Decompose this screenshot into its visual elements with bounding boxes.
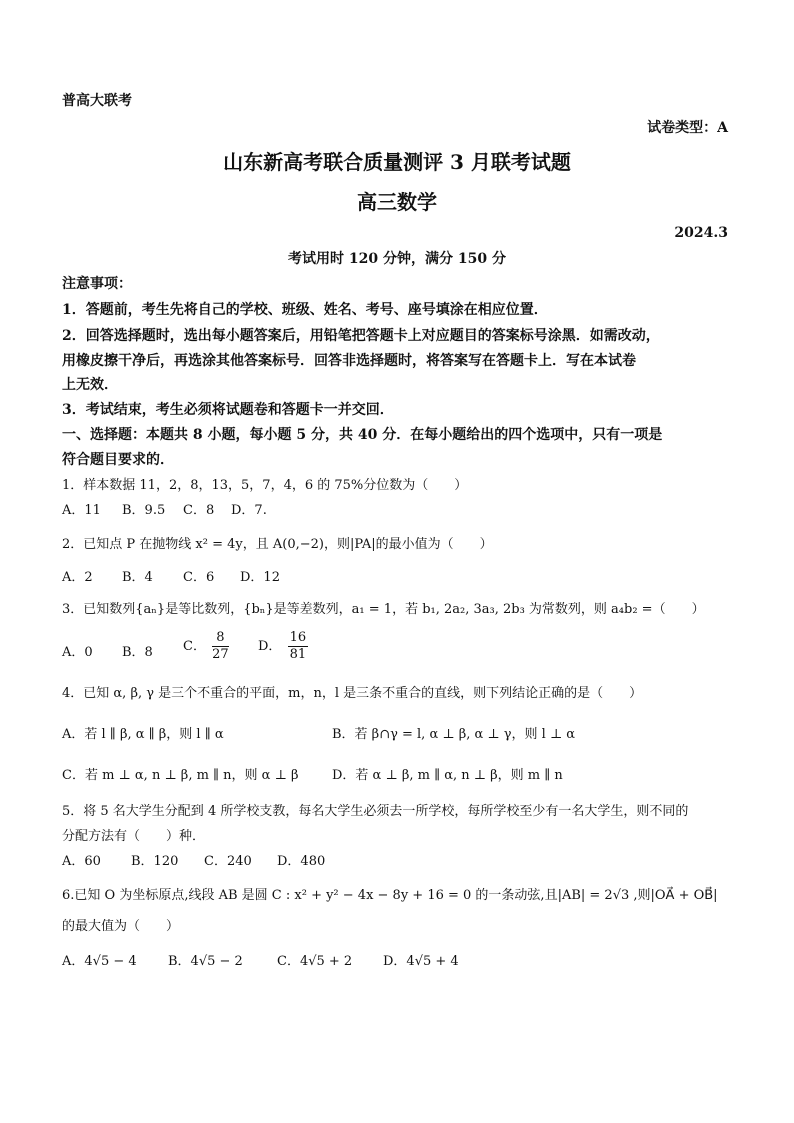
q6-option-b: B．4√5 − 2 [168,954,243,969]
q2-option-a: A．2 [62,570,93,585]
section-heading-cont: 符合题目要求的． [62,452,174,468]
q4-option-b: B．若 β∩γ = l, α ⊥ β, α ⊥ γ，则 l ⊥ α [332,727,576,742]
question-5-stem-cont: 分配方法有（ ）种． [62,829,206,844]
question-2-stem: 2．已知点 P 在抛物线 x² = 4y，且 A(0,−2)，则|PA|的最小值为（ ） [62,537,493,552]
q3-option-d [258,630,310,663]
exam-info: 考试用时 120 分钟，满分 150 分 [288,251,506,267]
q4-option-c: C．若 m ⊥ α, n ⊥ β, m ∥ n，则 α ⊥ β [62,768,299,783]
note-item: 上无效． [62,377,118,393]
numerator: 8 [212,630,229,647]
q2-option-d: D．12 [240,570,280,585]
paper-type: 试卷类型：A [647,120,728,136]
q6-option-c: C．4√5 + 2 [277,954,353,969]
question-5-stem: 5．将 5 名大学生分配到 4 所学校支教，每名大学生必须去一所学校，每所学校至少有一名大学生，则不同的 [62,804,689,819]
fraction [288,630,309,663]
q5-option-a: A．60 [62,854,101,869]
question-3-stem: 3．已知数列{aₙ}是等比数列，{bₙ}是等差数列，a₁ = 1，若 b₁, 2a₂, 3a₃, 2b₃ 为常数列，则 a₄b₂ =（ ） [62,602,705,617]
option-letter: D． [258,639,282,654]
question-6-stem: 6.已知 O 为坐标原点,线段 AB 是圆 C : x² + y² − 4x − 8y + 16 = 0 的一条动弦,且|AB| = 2√3 ,则|OA⃗ + OB⃗| [62,888,718,903]
subject-title: 高三数学 [357,190,437,214]
page-title: 山东新高考联合质量测评 3 月联考试题 [223,150,571,174]
denominator: 27 [212,647,229,662]
note-item: 3．考试结束，考生必须将试题卷和答题卡一并交回． [62,402,394,418]
q5-option-d: D．480 [277,854,326,869]
note-item: 1．答题前，考生先将自己的学校、班级、姓名、考号、座号填涂在相应位置． [62,302,548,318]
q1-option-a: A．11 [62,503,101,518]
q5-option-c: C．240 [204,854,252,869]
q3-option-b: B．8 [122,645,153,660]
question-1-stem: 1．样本数据 11，2，8，13，5，7，4，6 的 75%分位数为（ ） [62,478,468,493]
option-letter: C． [183,639,206,654]
q4-option-a: A．若 l ∥ β, α ∥ β，则 l ∥ α [62,727,224,742]
q2-option-c: C．6 [183,570,215,585]
section-heading: 一、选择题：本题共 8 小题，每小题 5 分，共 40 分．在每小题给出的四个选项中，只有一项是 [62,427,663,443]
q4-option-d: D．若 α ⊥ β, m ∥ α, n ⊥ β，则 m ∥ n [332,768,563,783]
numerator: 16 [289,630,307,645]
exam-date: 2024.3 [674,225,728,241]
q6-option-d: D．4√5 + 4 [383,954,459,969]
fraction [212,630,229,663]
note-item: 2．回答选择题时，选出每小题答案后，用铅笔把答题卡上对应题目的答案标号涂黑．如需改动， [62,328,660,344]
denominator: 81 [289,647,307,662]
q6-option-a: A．4√5 − 4 [62,954,137,969]
org-name: 普高大联考 [62,93,132,109]
q2-option-b: B．4 [122,570,153,585]
q1-option-b: B．9.5 [122,503,166,518]
q1-option-d: D．7. [231,503,267,518]
question-6-stem-cont: 的最大值为（ ） [62,919,180,934]
question-4-stem: 4．已知 α, β, γ 是三个不重合的平面，m，n，l 是三条不重合的直线，则下列结论正确的是（ ） [62,686,643,701]
notes-heading: 注意事项： [62,276,132,292]
q1-option-c: C．8 [183,503,215,518]
q3-option-c [183,630,231,663]
note-item: 用橡皮擦干净后，再选涂其他答案标号．回答非选择题时，将答案写在答题卡上．写在本试卷 [62,353,636,369]
q3-option-a: A．0 [62,645,93,660]
q5-option-b: B．120 [131,854,179,869]
